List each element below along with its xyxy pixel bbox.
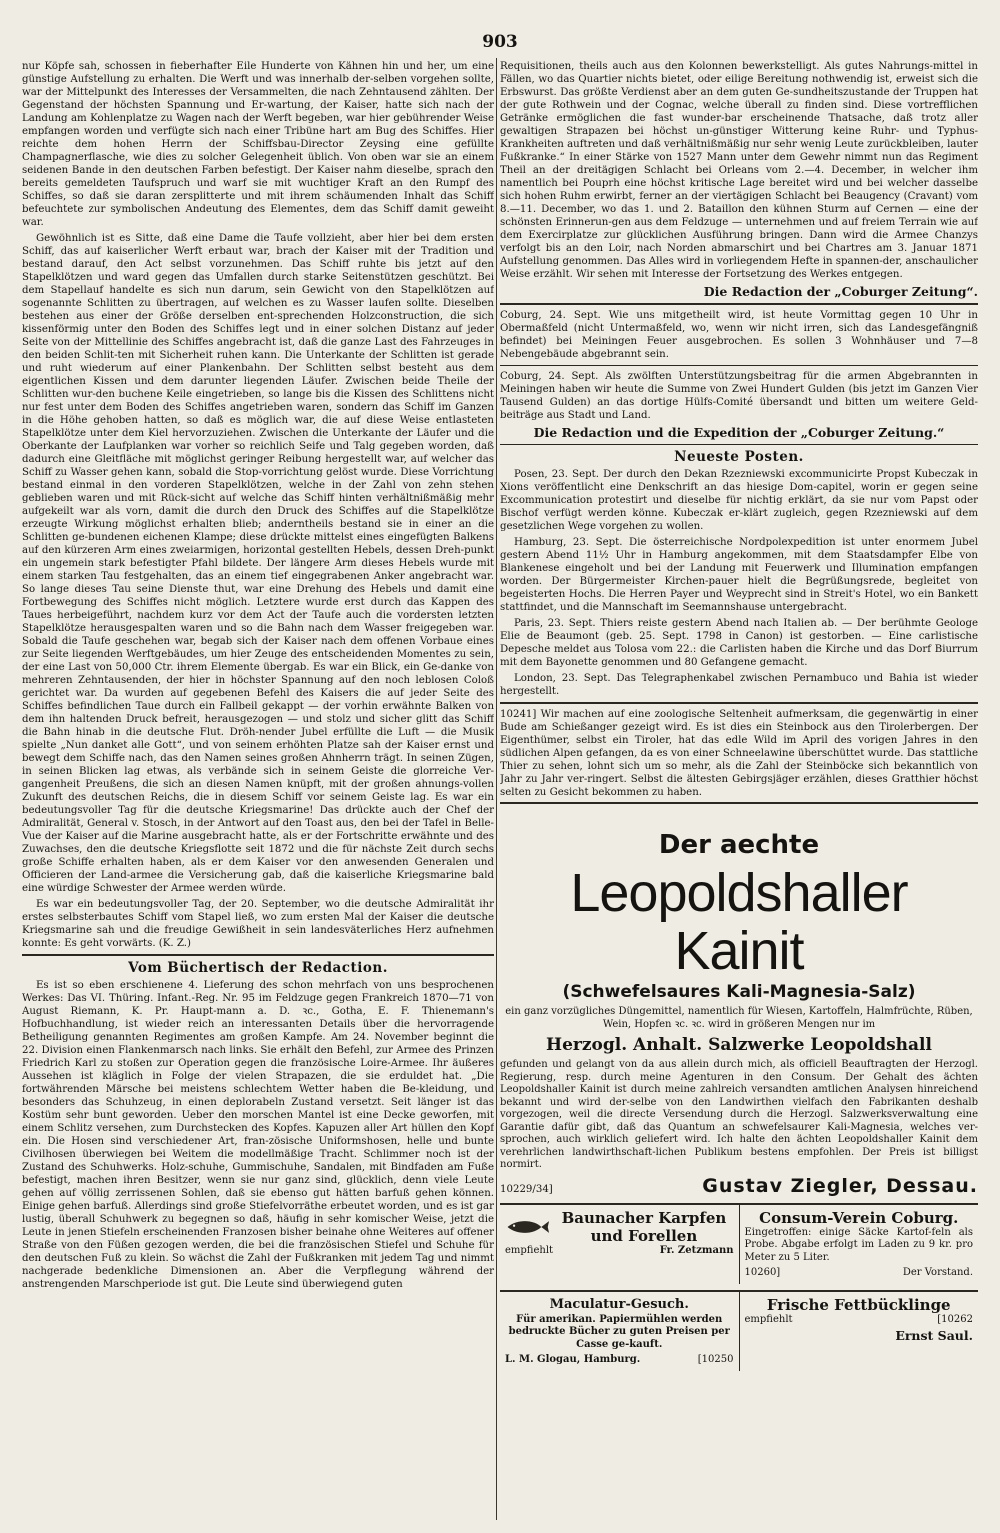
coburg-notice-donation: Coburg, 24. Sept. Als zwölften Unterstützungsbeitrag für die armen Abgebrannten in Meiningen haben wir heute die Summe von Zwei Hundert Gulden (bis jetzt im Ganzen Vier Tausend Gulden) an das dortige Hülfs-Comité übersandt und bitten um weitere Geld-beiträge aus Stadt und Land. <box>500 371 978 421</box>
news-heading: Neueste Posten. <box>674 449 804 465</box>
ad-box-consum-title: Consum-Verein Coburg. <box>759 1208 959 1227</box>
news-item-paris: Paris, 23. Sept. Thiers reiste gestern Abend nach Italien ab. — Der berühmte Geologe Elie de Beaumont (geb. 25. Sept. 1798 in Canon) ist gestorben. — Eine carlistische Depesche meldet aus Tolosa vom 22.: die Carlisten haben die Kirche und das Dorf Biurrum mit dem Bayonette genommen und 80 Gefangene gemacht. <box>500 618 978 668</box>
section-rule <box>500 444 978 445</box>
expedition-signature: Die Redaction und die Expedition der „Coburger Zeitung.“ <box>533 425 945 440</box>
ad-box-karpfen-title: Baunacher Karpfen und Forellen <box>561 1208 727 1245</box>
ad-advertiser-name: Gustav Ziegler, Dessau. <box>702 1174 978 1197</box>
small-ads-row-1 <box>500 1203 978 1284</box>
steinbock-notice: 10241] Wir machen auf eine zoologische Seltenheit aufmerksam, die gegenwärtig in einer Bude am Schießanger gezeigt wird. Es ist dies ein Steinbock aus den Tirolerbergen. Der Eigenthümer, selbst ein Tiroler, hat das edle Wild im April des vorigen Jahres in den südlichen Alpen gefangen, da es von einer Schneelawine überschüttet wurde. Das stattliche Thier zu sehen, lohnt sich um so mehr, als die Zahl der Steinböcke sich bekanntlich von Jahr zu Jahr ver-ringert. Selbst die ältesten Gebirgsjäger erzählen, dieses Gratthier höchst selten zu Gesicht bekommen zu haben. <box>500 709 978 798</box>
section-rule <box>500 365 978 366</box>
ad-box-consum-ref: 10260] <box>744 1267 781 1278</box>
coburg-notice-fire: Coburg, 24. Sept. Wie uns mitgetheilt wird, ist heute Vormittag gegen 10 Uhr in Obermaßfeld (nicht Untermaßfeld, wo, wenn wir nicht irren, sich das Landesgefängniß befindet) bei Meiningen Feuer ausgebrochen. Es sollen 3 Wohnhäuser und 7—8 Nebengebäude abgebrannt sein. <box>500 310 978 360</box>
ad-box-consum-text: Eingetroffen: einige Säcke Kartof-feln als Probe. Abgabe erfolgt im Laden zu 9 kr. pro Meter zu 5 Liter. <box>744 1226 973 1263</box>
ad-box-fettbuecklinge-ref: [10262 <box>937 1313 973 1325</box>
ad-signature-row <box>500 1175 978 1197</box>
news-item-posen: Posen, 23. Sept. Der durch den Dekan Rzezniewski excommunicirte Propst Kubeczak in Xions veröffentlicht eine Denkschrift an das hiesige Dom-capitel, worin er gegen seine Excommunication protestirt und dieselbe für nichtig erklärt, da sie nur vom Papst oder Bischof verfügt werden könne. Kubeczak er-klärt zugleich, gegen Rzezniewski auf dem gesetzlichen Wege vorgehen zu wollen. <box>500 469 978 532</box>
ad-box-fettbuecklinge-title: Frische Fettbücklinge <box>766 1295 951 1314</box>
ad-box-fettbuecklinge-empf: empfiehlt <box>744 1313 793 1325</box>
fish-icon <box>505 1214 550 1240</box>
small-ads-row-2 <box>500 1290 978 1371</box>
ad-box-karpfen <box>500 1205 740 1284</box>
ad-box-fettbuecklinge-name: Ernst Saul. <box>895 1328 973 1343</box>
news-item-london: London, 23. Sept. Das Telegraphenkabel zwischen Pernambuco und Bahia ist wieder hergestellt. <box>500 673 978 697</box>
ad-box-maculatur-text: Für amerikan. Papiermühlen werden bedruckte Bücher zu guten Preisen per Casse ge-kauft. <box>508 1313 730 1350</box>
column-divider <box>496 58 497 1520</box>
ad-line-1: Der aechte <box>658 830 820 860</box>
ad-box-consum-footer <box>745 1267 974 1280</box>
article-paragraph: nur Köpfe sah, schossen in fieberhafter Eile Hunderte von Kähnen hin und her, um eine günstige Aufstellung zu erhalten. Die Werft und was innerhalb der-selben vorgehen sollte, war der Mittelpunkt des Interesses der Versammelten, die nach Zehntausend zählten. Der Gegenstand der höchsten Spannung und Er-wartung, der Kaiser, hatte sich nach der Landung am Kohlenplatze zu Wagen nach der Werft begeben, war hier gebührender Weise empfangen worden und verfügte sich nach einer Tribüne hart am Bug des Schiffes. Hier reichte dem hohen Herrn der Schiffsbau-Director Zeysing eine gefüllte Champagnerflasche, wie dies zu solcher Gelegenheit üblich. Von oben war sie an einem seidenen Bande in den deutschen Farben befestigt. Der Kaiser nahm dieselbe, sprach den bereits gemeldeten Taufspruch und warf sie mit wuchtiger Kraft an den Rumpf des Schiffes, so daß sie daran zersplitterte und mit ihrem schäumenden Inhalt das Schiff befeuchtete zur symbolischen Andeutung des Elementes, dem das Schiff damit geweiht war. <box>22 61 494 228</box>
ad-body: gefunden und gelangt von da aus allein durch mich, als officiell Beauftragten der Herzogl. Regierung, resp. durch meine Agenturen in den Consum. Der Gehalt des ächten Leopoldshaller Kainit ist durch meine zahlreich versandten amtlichen Analysen hinreichend bekannt und wird der-selbe von den Landwirthen vielfach den Fabrikanten deshalb vorgezogen, weil die directe Versendung durch die Herzogl. Salzwerksverwaltung eine Garantie dafür gibt, daß das Quantum an schwefelsaurer Kali-Magnesia, welches ver-sprochen, auch wirklich geliefert wird. Ich halte den ächten Leopoldshaller Kainit dem verehrlichen landwirthschaft-lichen Publikum bestens empfohlen. Der Preis ist billigst normirt. <box>500 1059 978 1170</box>
right-column <box>500 60 978 1520</box>
ad-firm: Herzogl. Anhalt. Salzwerke Leopoldshall <box>546 1035 932 1055</box>
ad-subtitle: (Schwefelsaures Kali-Magnesia-Salz) <box>562 982 916 1002</box>
book-review-paragraph: Es ist so eben erschienene 4. Lieferung des schon mehrfach von uns besprochenen Werkes: Das VI. Thüring. Infant.-Reg. Nr. 95 im Feldzuge gegen Frankreich 1870—71 von August Riemann, K. Pr. Haupt-mann a. D. ꝛc., Gotha, E. F. Thienemann's Hofbuchhandlung, ist wieder reich an interessanten Details über die hervorragende Betheiligung genannten Regimentes am großen Kampfe. Am 24. November beginnt die 22. Division einen Flankenmarsch nach links. Sie erhält den Befehl, zur Armee des Prinzen Friedrich Karl zu stoßen zur Operation gegen die französische Loire-Armee. Ihr äußeres Aussehen ist kläglich in Folge der vielen Strapazen, die sie erduldet hat. „Die fortwährenden Märsche bei meistens schlechtem Wetter haben die Be-kleidung, und besonders das Schuhzeug, in einen deplorabeln Zustand versetzt. Seit länger ist das Kostüm sehr bunt geworden. Ueber den morschen Mantel ist eine Decke geworfen, mit einem Schlitz versehen, zum Durchstecken des Kopfes. Kapuzen aller Art hüllen den Kopf ein. Die Hosen sind verschiedener Art, fran-zösische Uniformshosen, helle und bunte Civilhosen überwiegen bei Weitem die modellmäßige Tracht. Schlimmer noch ist der Zustand des Schuhwerks. Holz-schuhe, Gummischuhe, Sandalen, mit Bindfaden am Fuße befestigt, machen ihren Besitzer, wenn sie nur ganz sind, glücklich, denn viele Leute gehen auf völlig zerrissenen Sohlen, daß sie ebenso gut hätten barfuß gehen können. Einige gehen barfuß. Allerdings sind große Stiefelvorräthe erbeutet worden, und es ist gar lustig, überall Schuhwerk zu begegnen so daß, häufig in sehr komischer Weise, jetzt die Leute in jenen Stiefeln erscheinenden Franzosen bisher beinahe ohne Weiteres auf offener Straße von den Füßen gezogen werden, die bei die französischen Stiefel und Schuhe für den deutschen Fuß zu klein. So wächst die Zahl der Fußkranken mit jedem Tag und nimmt nachgerade bedenkliche Dimensionen an. Aber die Verpflegung während der anstrengenden Marschperiode ist gut. Die Leute sind überwiegend guten <box>22 980 494 1290</box>
article-paragraph: Gewöhnlich ist es Sitte, daß eine Dame die Taufe vollzieht, aber hier bei dem ersten Schiff, das auf kaiserlicher Werft erbaut war, brach der Kaiser mit der Tradition und bestand darauf, den Act selbst vorzunehmen. Das Schiff ruhte bis jetzt auf den Stapelklötzen und ward gegen das Umfallen durch starke Seitenstützen geschützt. Bei dem Stapellauf handelte es sich nun darum, sein Gewicht von den Stapelklötzen auf sogenannte Schlitten zu übertragen, auf welchen es zu Wasser laufen sollte. Dieselben bestehen aus einer der Größe derselben ent-sprechenden Holzconstruction, die sich kissenförmig unter den Boden des Schiffes legt und in einer solchen Distanz auf jeder Seite von der Mittellinie des Schiffes angebracht ist, daß die ganze Last des Fahrzeuges in den beiden Schlit-ten mit Sicherheit ruhen kann. Die Unterkante der Schlitten ist gerade und ruht wiederum auf einer Plankenbahn. Der Schlitten selbst besteht aus dem eigentlichen Kissen und dem darunter liegenden Läufer. Zwischen beide Theile der Schlitten wur-den buchene Keile eingetrieben, so lange bis die Kissen des Schlittens nicht nur fest unter dem Boden des Schiffes angetrieben waren, sondern das Schiff im Ganzen in die Höhe gehoben hatten, so daß es möglich war, die auf diese Weise entlasteten Stapelklötze unter dem Kiel hervorzuziehen. Zwischen die Unterkante der Läufer und die Oberkante der Laufplanken war vorher so reichlich Seife und Talg gegeben worden, daß dadurch eine Gleitfläche mit möglichst geringer Reibung hergestellt war, auf welcher das Schiff zu Wasser gehen kann, sobald die Stop-vorrichtung gelöst wurde. Diese Vorrichtung bestand einmal in den vorderen Stapelklötzen, welche in der Zahl von zehn stehen geblieben waren und mit Rück-sicht auf welche das Schiff hinten verhältnißmäßig mehr aufgekeilt war als vorn, damit die durch den Druck des Schiffes auf die Stapelklötze erzeugte Wirkung möglichst erhalten blieb; anderntheils bestand sie in einer an die Schlitten ge-bundenen eichenen Klampe; diese drückte mittelst eines eingefügten Balkens auf den kürzeren Arm eines zweiarmigen, horizontal gestellten Hebels, dessen Dreh-punkt ein ungemein stark befestigter Pfahl bildete. Der längere Arm dieses Hebels wurde mit einem starken Tau festgehalten, das an einem tief eingegrabenen Anker angebracht war. So lange dieses Tau seine Dienste thut, war eine Drehung des Hebels und damit eine Fortbewegung des Schiffes nicht möglich. Letztere wurde erst durch das Kappen des Taues herbeigeführt, nachdem kurz vor dem Act der Taufe auch die vordersten letzten Stapelklötze herausgespalten waren und so die Bahn nach dem Wasser freigegeben war. Sobald die Taufe geschehen war, begab sich der Kaiser nach dem offenen Vorbaue eines zur Seite liegenden Werftgebäudes, um hier Zeuge des entscheidenden Momentes zu sein, der eine Last von 50,000 Ctr. ihrem Elemente übergab. Es war ein Blick, ein Ge-danke von mehreren Zehntausenden, der hier in höchster Spannung auf den noch leblosen Coloß gerichtet war. Da wurden auf gegebenen Befehl des Kaisers die auf jeder Seite des Schiffes befindlichen Taue durch ein Fallbeil gekappt — der vorhin erwähnte Balken von dem ihn haltenden Druck befreit, herausgezogen — und stolz und sicher glitt das Schiff die Bahn hinab in die deutsche Flut. Dröh-nender Jubel erfüllte die Luft — die Musik spielte „Nun danket alle Gott“, und von seinem erhöhten Platze sah der Kaiser ernst und bewegt dem Schiffe nach, das den Namen seines großen Ahnherrn trägt. In seinen Zügen, in seinen Blicken lag etwas, als verbände sich in seinem Geiste die glorreiche Ver-gangenheit Preußens, die sich an diesen Namen knüpft, mit der großen ahnungs-vollen Zukunft des deutschen Reichs, die in diesem Schiff vor seinem Geiste lag. Es war ein bedeutungsvoller Tag für die deutsche Kriegsmarine! Das drückte auch der Chef der Admiralität, General v. Stosch, in der Antwort auf den Toast aus, den bei der Tafel in Belle-Vue der Kaiser auf die Marine ausgebracht hatte, als er der Fortschritte erwähnte und des Zuwachses, den die deutsche Kriegsflotte seit 1872 und die für nächste Zeit durch sechs große Schiffe erhalten haben, als er dem Kaiser vor den anwesenden Generalen und Officieren der Land-armee die Versicherung gab, daß die kaiserliche Kriegsmarine bald eine würdige Schwester der Armee werden würde. <box>22 233 494 894</box>
ad-box-maculatur-footer <box>505 1354 734 1367</box>
section-heading: Vom Büchertisch der Redaction. <box>128 960 388 976</box>
ad-box-fettbuecklinge-footer <box>745 1314 974 1327</box>
ad-box-maculatur-title: Maculatur-Gesuch. <box>549 1296 689 1312</box>
ad-box-karpfen-empf: empfiehlt <box>505 1244 554 1256</box>
news-item-hamburg: Hamburg, 23. Sept. Die österreichische Nordpolexpedition ist unter enormem Jubel gestern Abend 11½ Uhr in Hamburg angekommen, mit dem Staatsdampfer Elbe von Blankenese eingeholt und bei der Landung mit Feuerwerk und Illumination empfangen worden. Der Bürgermeister Kirchen-pauer hielt die Begrüßungsrede, begleitet von begeisterten Hochs. Die Herren Payer und Weyprecht sind in Streit's Hotel, wo ein Bankett stattfindet, und die Mannschaft im Seemannshause untergebracht. <box>500 537 978 613</box>
ad-description: ein ganz vorzügliches Düngemittel, namentlich für Wiesen, Kartoffeln, Halmfrüchte, Rüben, Wein, Hopfen ꝛc. ꝛc. wird in größeren Mengen nur im <box>505 1006 973 1030</box>
ad-box-maculatur-ref: [10250 <box>697 1354 734 1365</box>
ad-title: Leopoldshaller Kainit <box>570 863 908 981</box>
redaction-signature: Die Redaction der „Coburger Zeitung“. <box>703 284 978 299</box>
section-rule <box>500 702 978 704</box>
ad-reference: 10229/34] <box>500 1183 553 1195</box>
ad-box-karpfen-footer <box>505 1245 734 1258</box>
ad-box-karpfen-header <box>505 1209 734 1245</box>
ad-box-karpfen-name: Fr. Zetzmann <box>659 1244 734 1256</box>
page-number: 903 <box>482 32 518 52</box>
ad-box-consum-sig: Der Vorstand. <box>902 1267 973 1278</box>
article-paragraph: Es war ein bedeutungsvoller Tag, der 20. September, wo die deutsche Admiralität ihr erstes selbsterbautes Schiff vom Stapel ließ, wo zum ersten Mal der Kaiser die deutsche Kriegsmarine sah und die freudige Gewißheit in sein landesväterliches Herz aufnehmen konnte: Es geht vorwärts. (K. Z.) <box>22 899 494 949</box>
kainit-advertisement <box>500 802 978 1197</box>
ad-box-maculatur-name: L. M. Glogau, Hamburg. <box>505 1354 641 1365</box>
ad-box-maculatur <box>500 1292 740 1371</box>
section-rule <box>500 303 978 305</box>
section-rule <box>22 954 494 956</box>
ad-box-consum <box>740 1205 979 1284</box>
left-column <box>22 60 494 1520</box>
ad-box-fettbuecklinge <box>740 1292 979 1371</box>
article-paragraph: Requisitionen, theils auch aus den Kolonnen bewerkstelligt. Als gutes Nahrungs-mittel in Fällen, wo das Quartier nichts bietet, oder eilige Bereitung nothwendig ist, erweist sich die Erbswurst. Das größte Verdienst aber an dem guten Ge-sundheitszustande der Truppen hat der gute Rothwein und der Cognac, welche überall zu finden sind. Diese vortrefflichen Getränke ermöglichen die fast wunder-bar erscheinende Thatsache, daß trotz aller gewaltigen Strapazen bei höchst un-günstiger Witterung keine Ruhr- und Typhus-Krankheiten auftreten und daß verhältnißmäßig nur sehr wenig Leute zurückbleiben, lauter Fußkranke.“ In einer Stärke von 1527 Mann unter dem Gewehr nimmt nun das Regiment Theil an der dreitägigen Schlacht bei Orleans vom 2.—4. December, in welcher ihm namentlich bei Pouprh eine höchst kritische Lage bereitet wird und bei welcher dasselbe sich hohen Ruhm erwirbt, ferner an der viertägigen Schlacht bei Beaugency (Cravant) vom 8.—11. December, wo das 1. und 2. Bataillon den kühnen Sturm auf Cernen — eine der schönsten Erinnerun-gen aus dem Feldzuge — unternehmen und auf freiem Terrain wie auf dem Exercirplatze zur glücklichen Ausführung bringen. Dann wird die Armee Chanzys verfolgt bis an den Loir, nach Norden abmarschirt und bei Chartres am 3. Januar 1871 Aufstellung genommen. Das Alles wird in vorliegendem Hefte in spannen-der, anschaulicher Weise erzählt. Wir sehen mit Interesse der Fortsetzung des Werkes entgegen. <box>500 61 978 280</box>
